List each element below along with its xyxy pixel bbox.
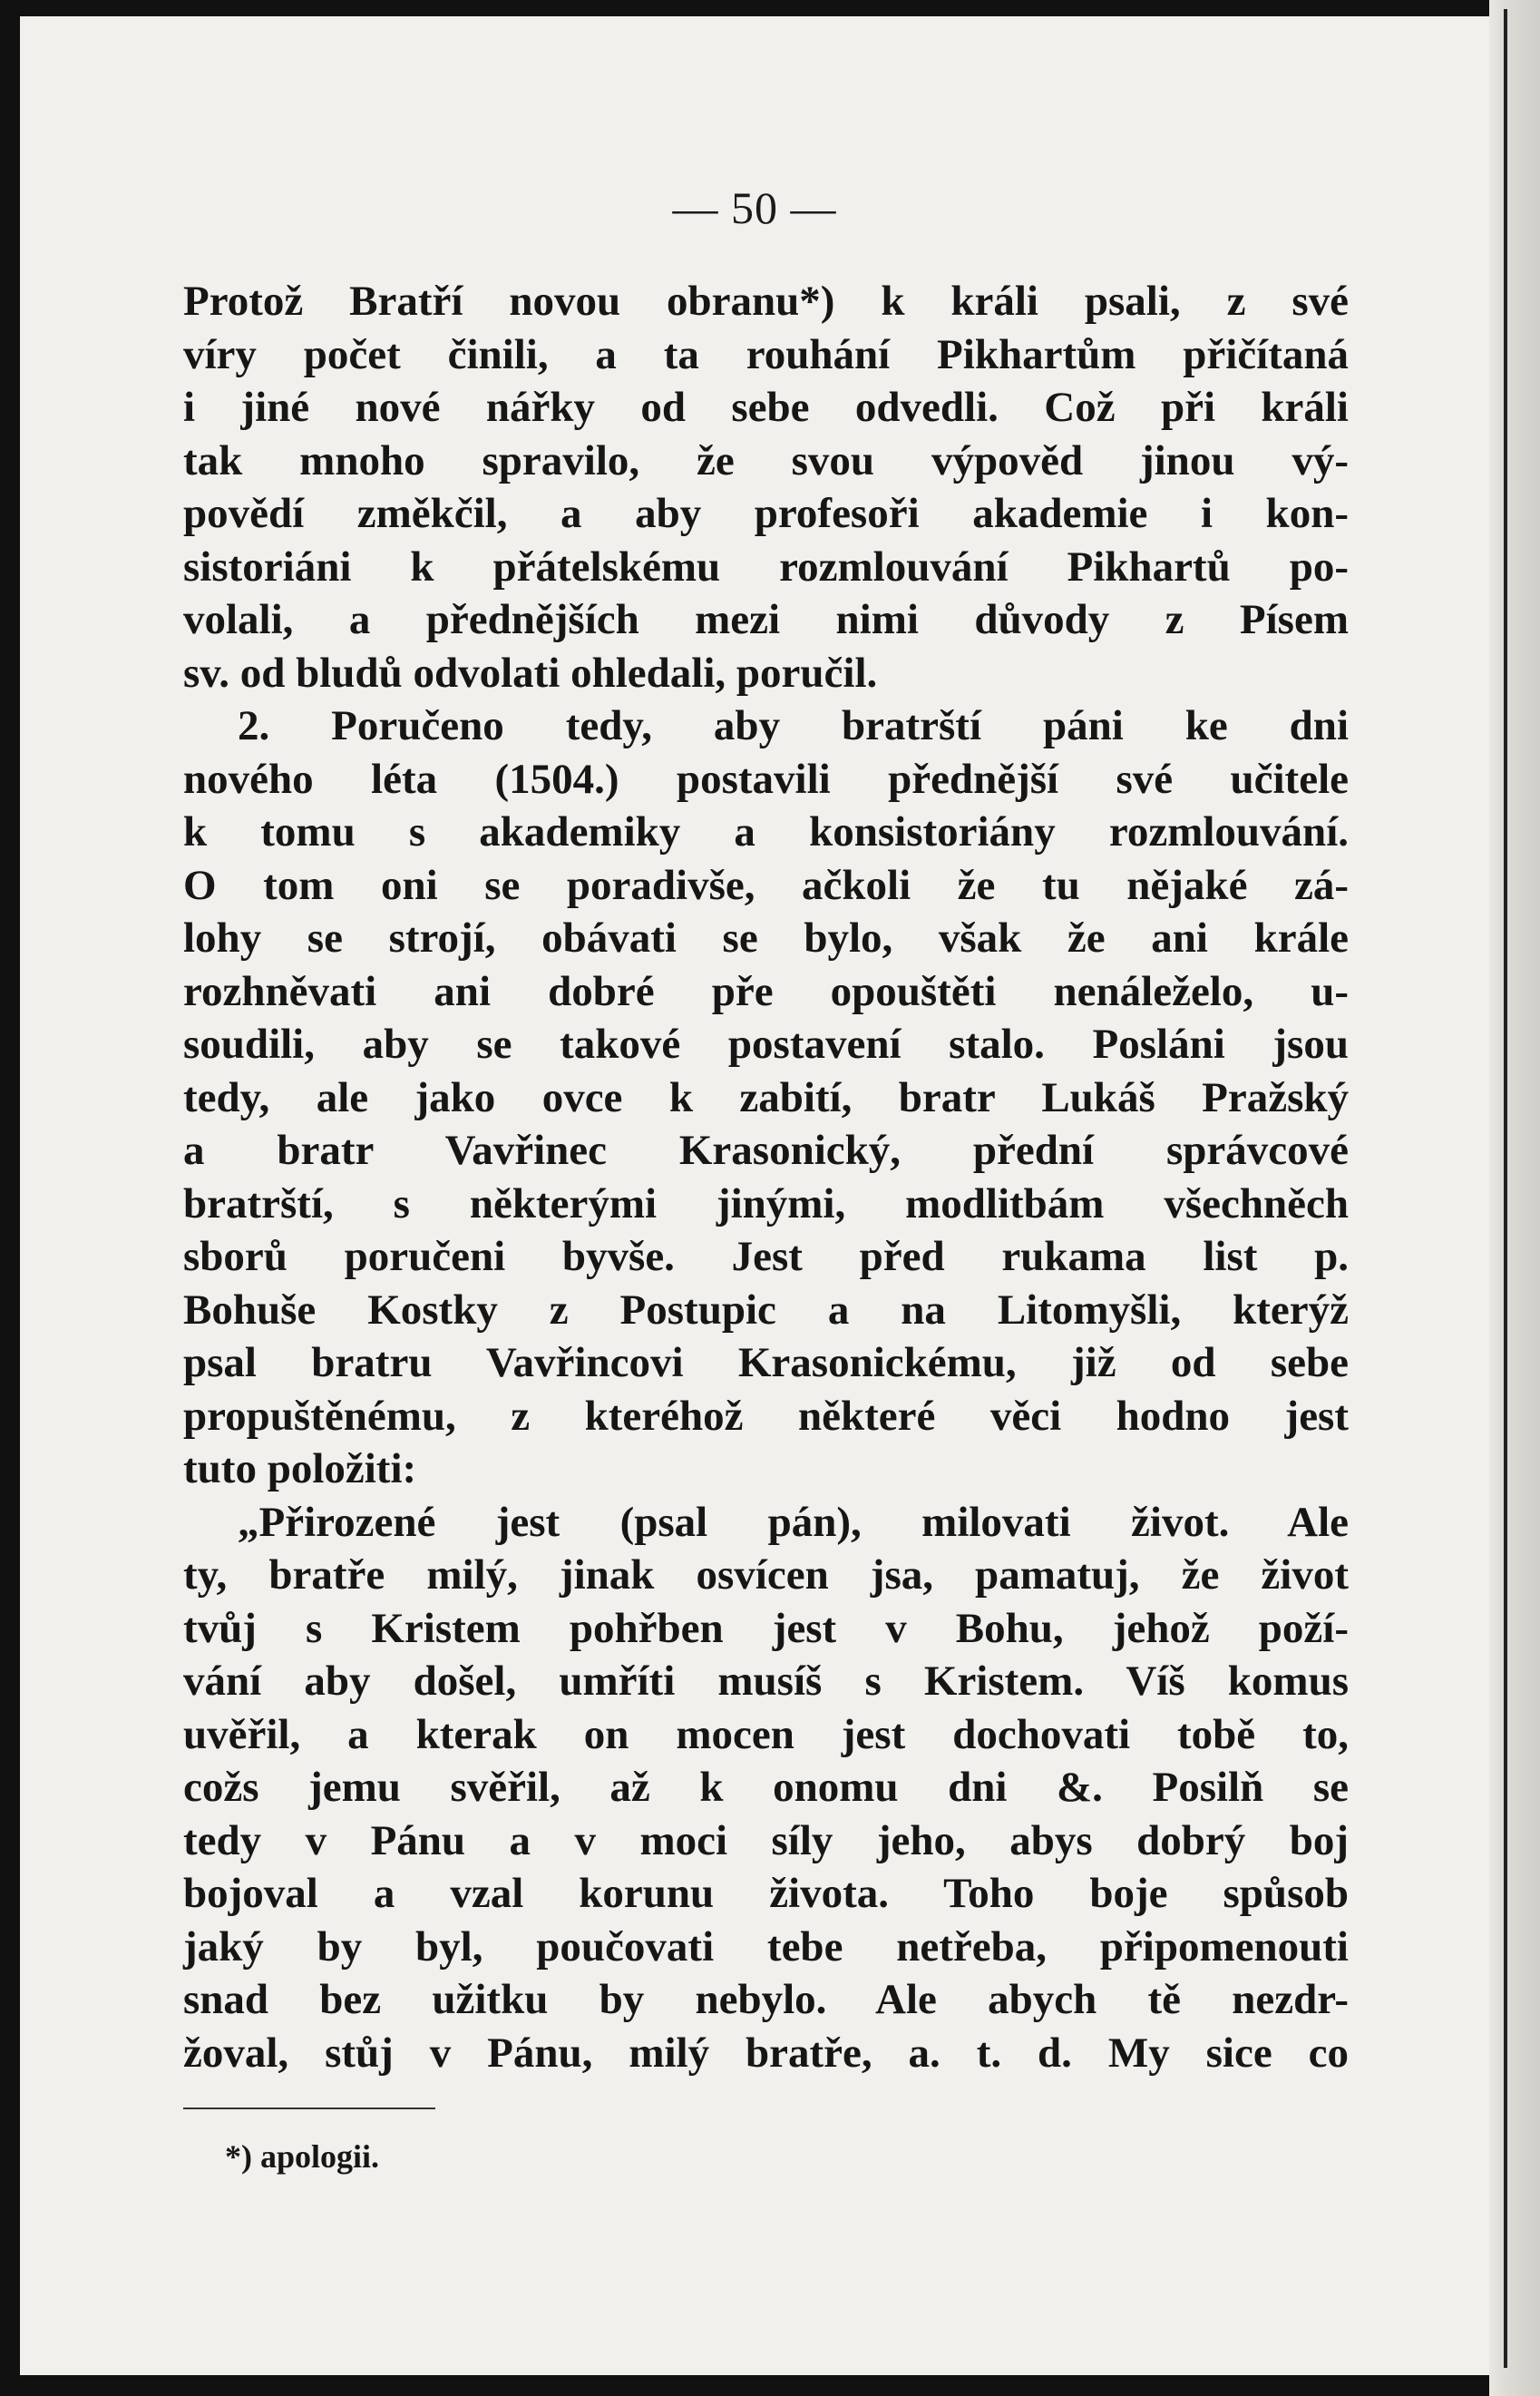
text-line: tedy, ale jako ovce k zabití, bratr Lukáš Pražský — [183, 1073, 1349, 1121]
text-line: tak mnoho spravilo, že svou výpověd jinou vý- — [183, 436, 1349, 484]
footnote: *) apologii. — [225, 2138, 380, 2175]
text-line: propuštěnému, z kteréhož některé věci hodno jest — [183, 1392, 1349, 1440]
text-line: 2. Poručeno tedy, aby bratrští páni ke dni — [238, 702, 1349, 749]
text-line: Protož Bratří novou obranu*) k králi psali, z své — [183, 278, 1349, 325]
text-line: bojoval a vzal korunu života. Toho boje spůsob — [183, 1870, 1349, 1917]
text-line: lohy se strojí, obávati se bylo, však že ani krále — [183, 914, 1349, 962]
text-line: psal bratru Vavřincovi Krasonickému, již od sebe — [183, 1339, 1349, 1386]
main-text — [183, 275, 1349, 2079]
text-line: sv. od bludů odvolati ohledali, poručil. — [183, 649, 878, 697]
text-line: k tomu s akademiky a konsistoriány rozmlouvání. — [183, 808, 1349, 856]
text-line: jaký by byl, poučovati tebe netřeba, připomenouti — [183, 1922, 1349, 1971]
text-line: tvůj s Kristem pohřben jest v Bohu, jehož poží- — [183, 1604, 1349, 1652]
text-line: „Přirozené jest (psal pán), milovati život. Ale — [238, 1498, 1349, 1546]
text-line: sistoriáni k přátelskému rozmlouvání Pikhartů po- — [183, 543, 1349, 591]
text-line: bratrští, s některými jinými, modlitbám všechněch — [183, 1179, 1349, 1227]
text-line: vání aby došel, umříti musíš s Kristem. Víš komus — [183, 1658, 1349, 1705]
text-line: cožs jemu svěřil, až k onomu dni &. Posilň se — [183, 1764, 1349, 1811]
text-line: rozhněvati ani dobré pře opouštěti nenáleželo, u- — [183, 967, 1349, 1015]
page-number: — 50 — — [672, 182, 837, 233]
page-edge — [1489, 0, 1540, 2396]
text-line: Bohuše Kostky z Postupic a na Litomyšli, kterýž — [183, 1286, 1349, 1334]
footnote-rule — [183, 2108, 435, 2109]
text-line: ty, bratře milý, jinak osvícen jsa, pamatuj, že život — [183, 1551, 1349, 1599]
text-line: víry počet činili, a ta rouhání Pikhartům přičítaná — [183, 330, 1349, 378]
text-line: i jiné nové nářky od sebe odvedli. Což při králi — [183, 384, 1349, 431]
page-edge-line — [1504, 9, 1507, 2368]
text-line: uvěřil, a kterak on mocen jest dochovati tobě to, — [183, 1710, 1349, 1758]
text-line: soudili, aby se takové postavení stalo. Posláni jsou — [183, 1021, 1349, 1068]
text-line: žoval, stůj v Pánu, milý bratře, a. t. d. My sice co — [183, 2029, 1349, 2077]
text-line: volali, a přednějších mezi nimi důvody z Písem — [183, 596, 1349, 643]
text-line: tedy v Pánu a v moci síly jeho, abys dobrý boj — [183, 1816, 1349, 1864]
text-line: tuto položiti: — [183, 1445, 417, 1492]
text-line: sborů poručeni byvše. Jest před rukama list p. — [183, 1233, 1349, 1280]
text-line: O tom oni se poradivše, ačkoli že tu nějaké zá- — [183, 861, 1349, 909]
text-line: a bratr Vavřinec Krasonický, přední správcové — [183, 1127, 1349, 1174]
text-line: snad bez užitku by nebylo. Ale abych tě nezdr- — [183, 1976, 1349, 2023]
text-line: nového léta (1504.) postavili přednější své učitele — [183, 755, 1349, 803]
text-line: povědí změkčil, a aby profesoři akademie i kon- — [183, 490, 1349, 537]
